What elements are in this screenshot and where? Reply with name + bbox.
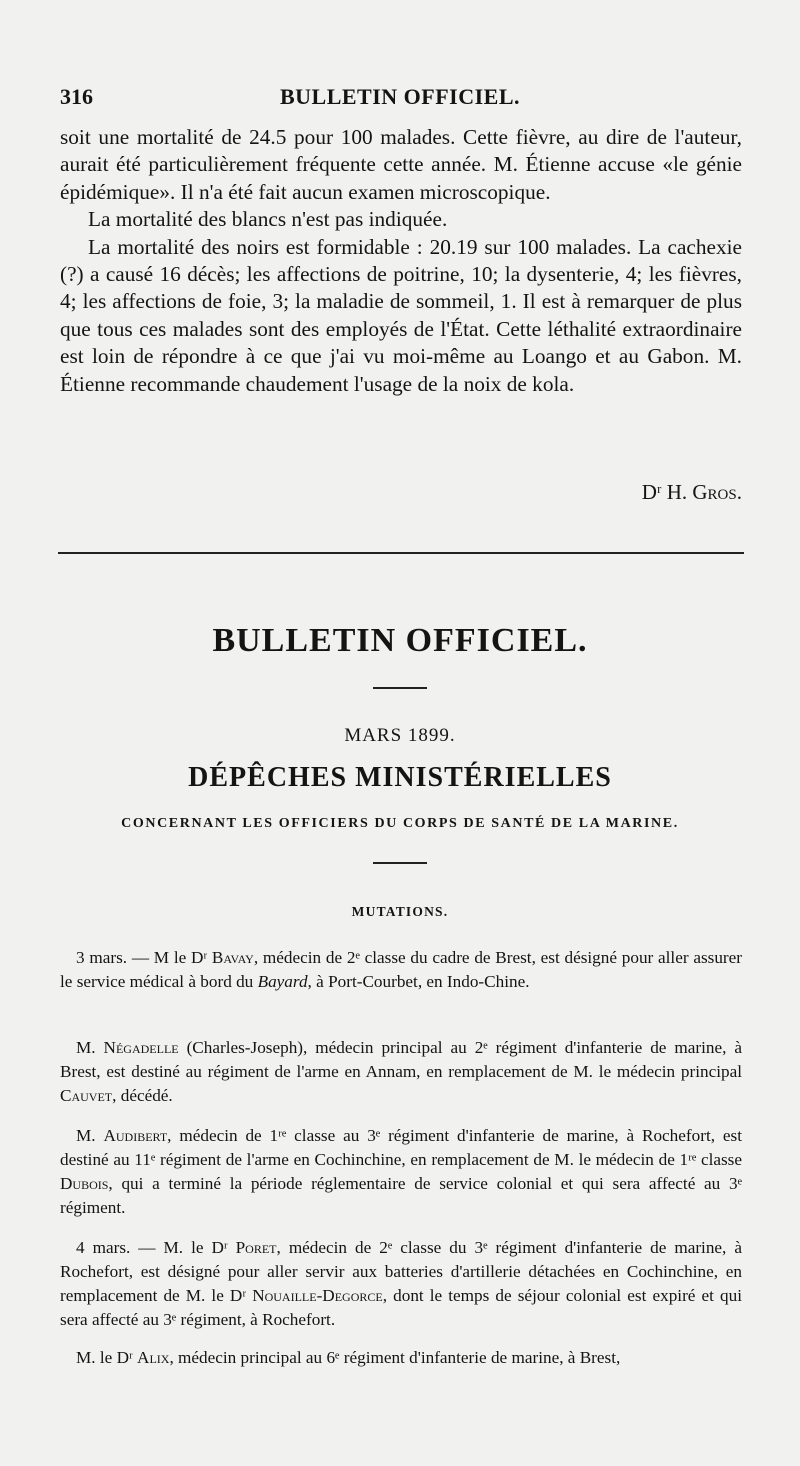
- page-number: 316: [60, 84, 93, 109]
- mutation-entry: [60, 1124, 742, 1220]
- entry-text: M.: [76, 1126, 104, 1145]
- officer-name: Poret: [235, 1238, 277, 1257]
- bulletin-title: BULLETIN OFFICIEL.: [212, 622, 588, 659]
- signature-name: Gros.: [692, 480, 742, 504]
- officer-name: Négadelle: [103, 1038, 179, 1057]
- article-paragraph: La mortalité des noirs est formidable : 20.19 sur 100 malades. La cachexie (?) a causé 16 décès; les affections de poitrine, 10; la dysenterie, 4; les fièvres, 4; les affections de foie, 3; la maladie de sommeil, 1. Il est à remarquer de plus que tous ces malades sont des employés de l'État. Cette léthalité extraordinaire est loin de répondre à ce que j'ai vu moi-même au Loango et au Gabon. M. Étienne recommande chaudement l'usage de la noix de kola.: [60, 234, 742, 396]
- article-body: [60, 124, 742, 398]
- bulletin-date: MARS 1899.: [344, 725, 456, 746]
- bulletin-subheading: CONCERNANT LES OFFICIERS DU CORPS DE SANTÉ DE LA MARINE.: [121, 816, 679, 831]
- author-signature: [642, 480, 742, 505]
- mutation-entry: [60, 1236, 742, 1332]
- entry-text: , à Port-Courbet, en Indo-Chine.: [307, 972, 530, 991]
- officer-name: Alix: [137, 1348, 170, 1367]
- entry-text: , qui a terminé la période réglementaire de service colonial et qui sera affecté au 3ᵉ régiment.: [60, 1174, 742, 1217]
- mutation-entry: [60, 1346, 742, 1370]
- entry-text: , médecin de 1ʳᵉ classe au 3ᵉ régiment d'infanterie de marine, à Rochefort, est destiné au 11ᵉ régiment de l'arme en Cochinchine, en remplacement de M. le médecin de 1ʳᵉ classe: [60, 1126, 742, 1169]
- signature-prefix: Dʳ H.: [641, 480, 693, 504]
- entry-text: 4 mars. — M. le Dʳ: [76, 1238, 236, 1257]
- page-header: [60, 80, 740, 120]
- ship-name: Bayard: [257, 972, 308, 991]
- entry-text: , dont le temps de séjour colonial est expiré et qui sera affecté au 3ᵉ régiment, à Rochefort.: [60, 1286, 742, 1329]
- entry-text: , médecin principal au 6ᵉ régiment d'infanterie de marine, à Brest,: [169, 1348, 621, 1367]
- officer-name: Audibert: [103, 1126, 168, 1145]
- article-paragraph: soit une mortalité de 24.5 pour 100 malades. Cette fièvre, au dire de l'auteur, aurait été particulièrement fréquente cette année. M. Étienne accuse «le génie épidémique». Il n'a été fait aucun examen microscopique.: [60, 125, 742, 204]
- running-title: BULLETIN OFFICIEL.: [279, 84, 521, 109]
- bulletin-heading: DÉPÊCHES MINISTÉRIELLES: [188, 762, 612, 793]
- mutation-entry: [60, 1036, 742, 1108]
- entry-text: (Charles-Joseph), médecin principal au 2ᵉ régiment d'infanterie de marine, à Brest, est destiné au régiment de l'arme en Annam, en remplacement de M. le médecin principal: [60, 1038, 742, 1081]
- article-paragraph: La mortalité des blancs n'est pas indiquée.: [88, 207, 448, 232]
- officer-name: Bavay: [211, 948, 254, 967]
- entry-text: 3 mars. — M le Dʳ: [76, 948, 212, 967]
- title-rule: [373, 687, 427, 689]
- entry-text: , médecin de 2ᵉ classe du 3ᵉ régiment d'infanterie de marine, à Rochefort, est désigné pour aller servir aux batteries d'artillerie détachées en Cochinchine, en remplacement de M. le Dʳ: [60, 1238, 742, 1305]
- section-divider: [58, 552, 744, 554]
- section-heading: MUTATIONS.: [351, 904, 449, 919]
- officer-name: Dubois: [60, 1174, 109, 1193]
- subheading-rule: [373, 862, 427, 864]
- officer-name: Nouaille-Degorce: [252, 1286, 383, 1305]
- entry-text: , décédé.: [112, 1086, 173, 1105]
- mutation-entry: [60, 946, 742, 994]
- entry-text: M.: [76, 1038, 104, 1057]
- entry-text: M. le Dʳ: [76, 1348, 138, 1367]
- officer-name: Cauvet: [60, 1086, 113, 1105]
- entry-text: , médecin de 2ᵉ classe du cadre de Brest, est désigné pour aller assurer le service médical à bord du: [60, 948, 742, 991]
